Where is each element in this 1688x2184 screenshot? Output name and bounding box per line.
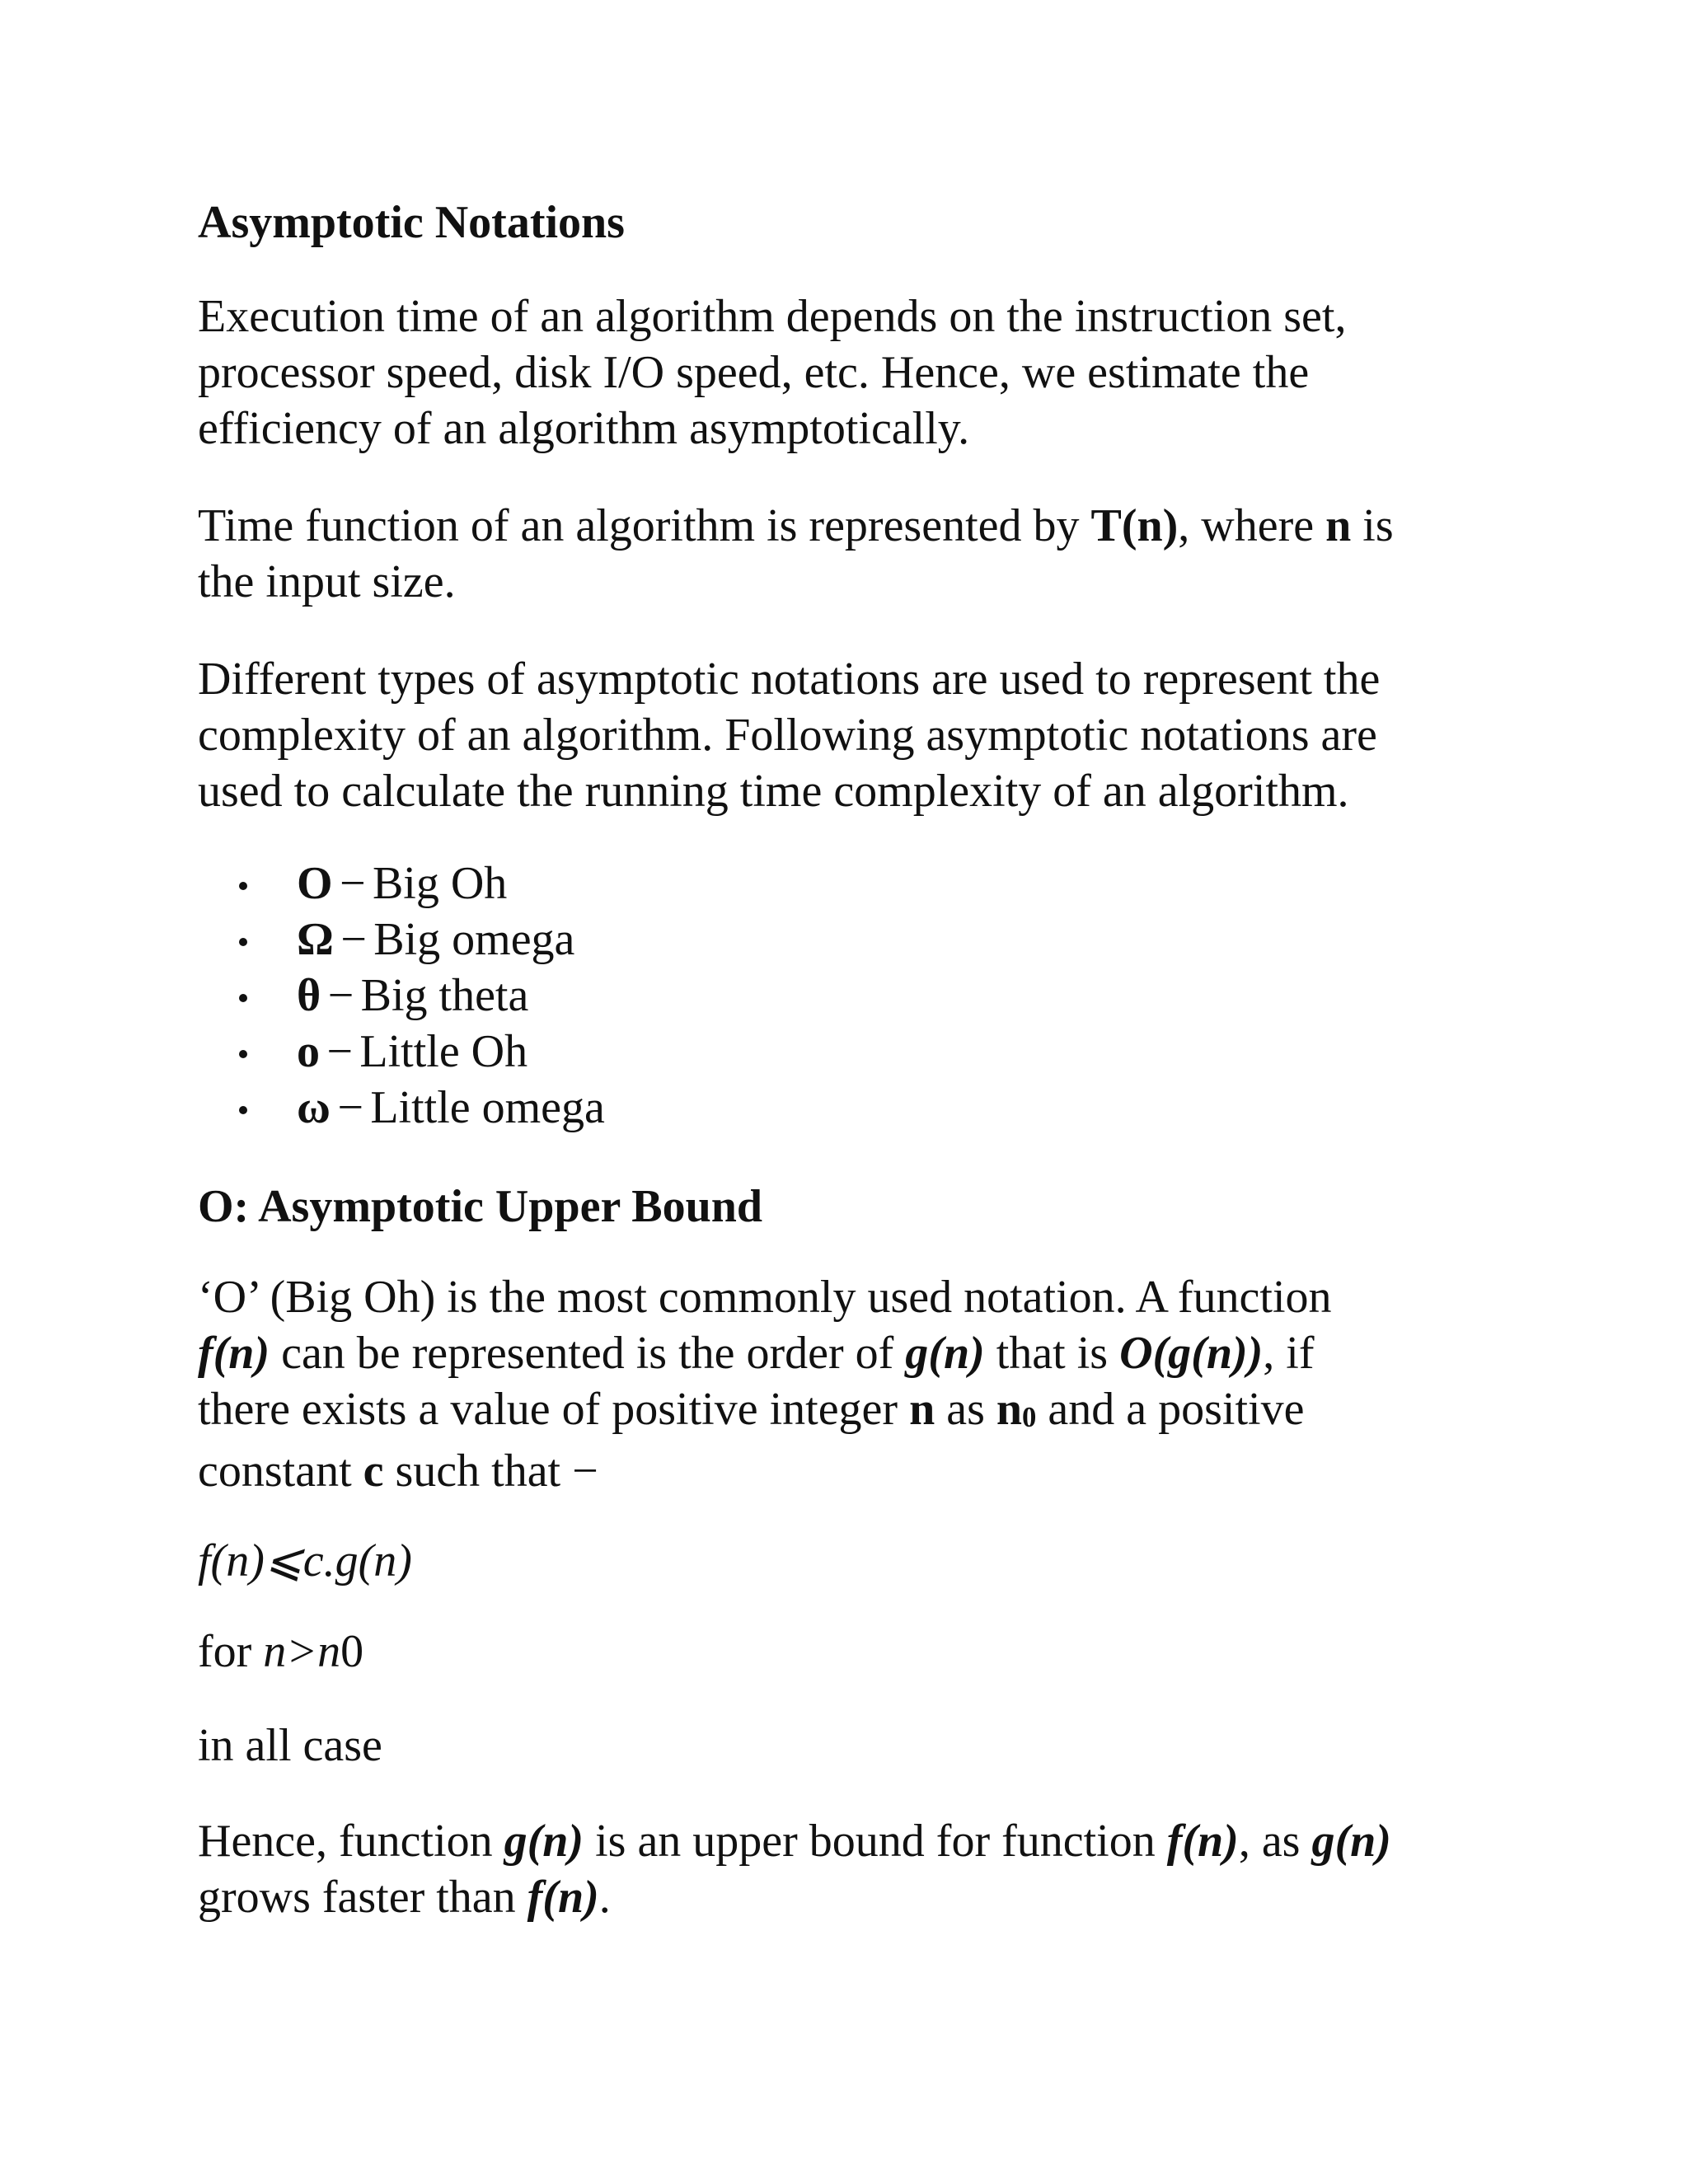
text-fragment: and a positive	[1036, 1384, 1305, 1435]
fn-term: f(n)	[527, 1872, 599, 1923]
intro-line-2: processor speed, disk I/O speed, etc. Hence, we estimate the	[198, 347, 1310, 398]
notation-name: Little Oh	[359, 1026, 528, 1077]
text-fragment: is an upper bound for function	[584, 1816, 1167, 1867]
intro-line-1: Execution time of an algorithm depends on the instruction set,	[198, 291, 1347, 342]
condition-expression: n>n	[263, 1626, 341, 1677]
text-fragment: as	[935, 1384, 996, 1435]
time-function-line-2: the input size.	[198, 556, 456, 607]
n-term: n	[909, 1384, 935, 1435]
big-oh-paragraph	[198, 1269, 1332, 1499]
gn-term: g(n)	[504, 1816, 584, 1867]
text-fragment: 0	[340, 1626, 364, 1677]
dash: −	[339, 858, 366, 909]
text-fragment: , where	[1178, 500, 1326, 551]
text-fragment: is	[1351, 500, 1394, 551]
big-oh-line-1: ‘O’ (Big Oh) is the most commonly used notation. A function	[198, 1272, 1332, 1323]
text-fragment: Hence, function	[198, 1816, 504, 1867]
notation-list	[198, 855, 605, 1136]
list-item	[198, 1080, 605, 1136]
formula-note: in all case	[198, 1720, 382, 1771]
fn-term: f(n)	[198, 1328, 270, 1379]
big-oh-line-4	[198, 1443, 1332, 1499]
notation-name: Little omega	[370, 1082, 605, 1133]
text-fragment: for	[198, 1626, 264, 1677]
formula-inequality: f(n)⩽c.g(n)	[198, 1535, 412, 1586]
notation-symbol: O	[297, 858, 333, 909]
intro-line-3: efficiency of an algorithm asymptotically.	[198, 403, 970, 454]
dash: −	[340, 914, 367, 965]
list-item	[198, 912, 605, 968]
text-fragment: can be represented is the order of	[270, 1328, 906, 1379]
tn-term: T(n)	[1090, 500, 1179, 551]
notation-types-line-1: Different types of asymptotic notations are used to represent the	[198, 654, 1381, 705]
text-fragment: that is	[984, 1328, 1120, 1379]
notation-symbol: θ	[297, 970, 321, 1021]
time-function-line-1	[198, 498, 1394, 554]
fn-term: f(n)	[1166, 1816, 1239, 1867]
text-fragment: , if	[1263, 1328, 1315, 1379]
text-fragment: .	[598, 1872, 611, 1923]
big-oh-line-2	[198, 1325, 1332, 1381]
formula-condition	[198, 1624, 363, 1680]
notation-symbol: ω	[297, 1082, 331, 1133]
c-term: c	[363, 1446, 384, 1497]
notation-symbol: o	[297, 1026, 320, 1077]
intro-paragraph	[198, 288, 1346, 457]
n-term: n	[1325, 500, 1352, 551]
notation-name: Big theta	[360, 970, 529, 1021]
text-fragment: grows faster than	[198, 1872, 528, 1923]
n0-subscript: 0	[1022, 1401, 1037, 1434]
n0-term: n	[996, 1384, 1023, 1435]
page-title: Asymptotic Notations	[198, 197, 625, 248]
dash: −	[327, 970, 354, 1021]
gn-term: g(n)	[905, 1328, 985, 1379]
text-fragment: there exists a value of positive integer	[198, 1384, 910, 1435]
conclusion-line-1	[198, 1813, 1391, 1869]
big-oh-line-3	[198, 1381, 1332, 1443]
gn-term: g(n)	[1311, 1816, 1391, 1867]
conclusion-paragraph	[198, 1813, 1391, 1925]
notation-symbol: Ω	[297, 914, 334, 965]
text-fragment: such that −	[383, 1446, 598, 1497]
ogn-term: O(g(n))	[1119, 1328, 1264, 1379]
conclusion-line-2	[198, 1869, 1391, 1925]
notation-types-line-2: complexity of an algorithm. Following asymptotic notations are	[198, 710, 1377, 761]
notation-name: Big omega	[373, 914, 575, 965]
text-fragment: , as	[1238, 1816, 1312, 1867]
time-function-paragraph	[198, 498, 1394, 610]
section-heading: O: Asymptotic Upper Bound	[198, 1181, 763, 1232]
text-fragment: Time function of an algorithm is represented by	[198, 500, 1091, 551]
list-item	[198, 1024, 605, 1080]
dash: −	[337, 1082, 363, 1133]
notation-name: Big Oh	[372, 858, 508, 909]
list-item	[198, 855, 605, 912]
notation-types-line-3: used to calculate the running time complexity of an algorithm.	[198, 766, 1349, 817]
text-fragment: constant	[198, 1446, 363, 1497]
notation-types-paragraph	[198, 651, 1380, 819]
list-item	[198, 968, 605, 1024]
dash: −	[326, 1026, 353, 1077]
